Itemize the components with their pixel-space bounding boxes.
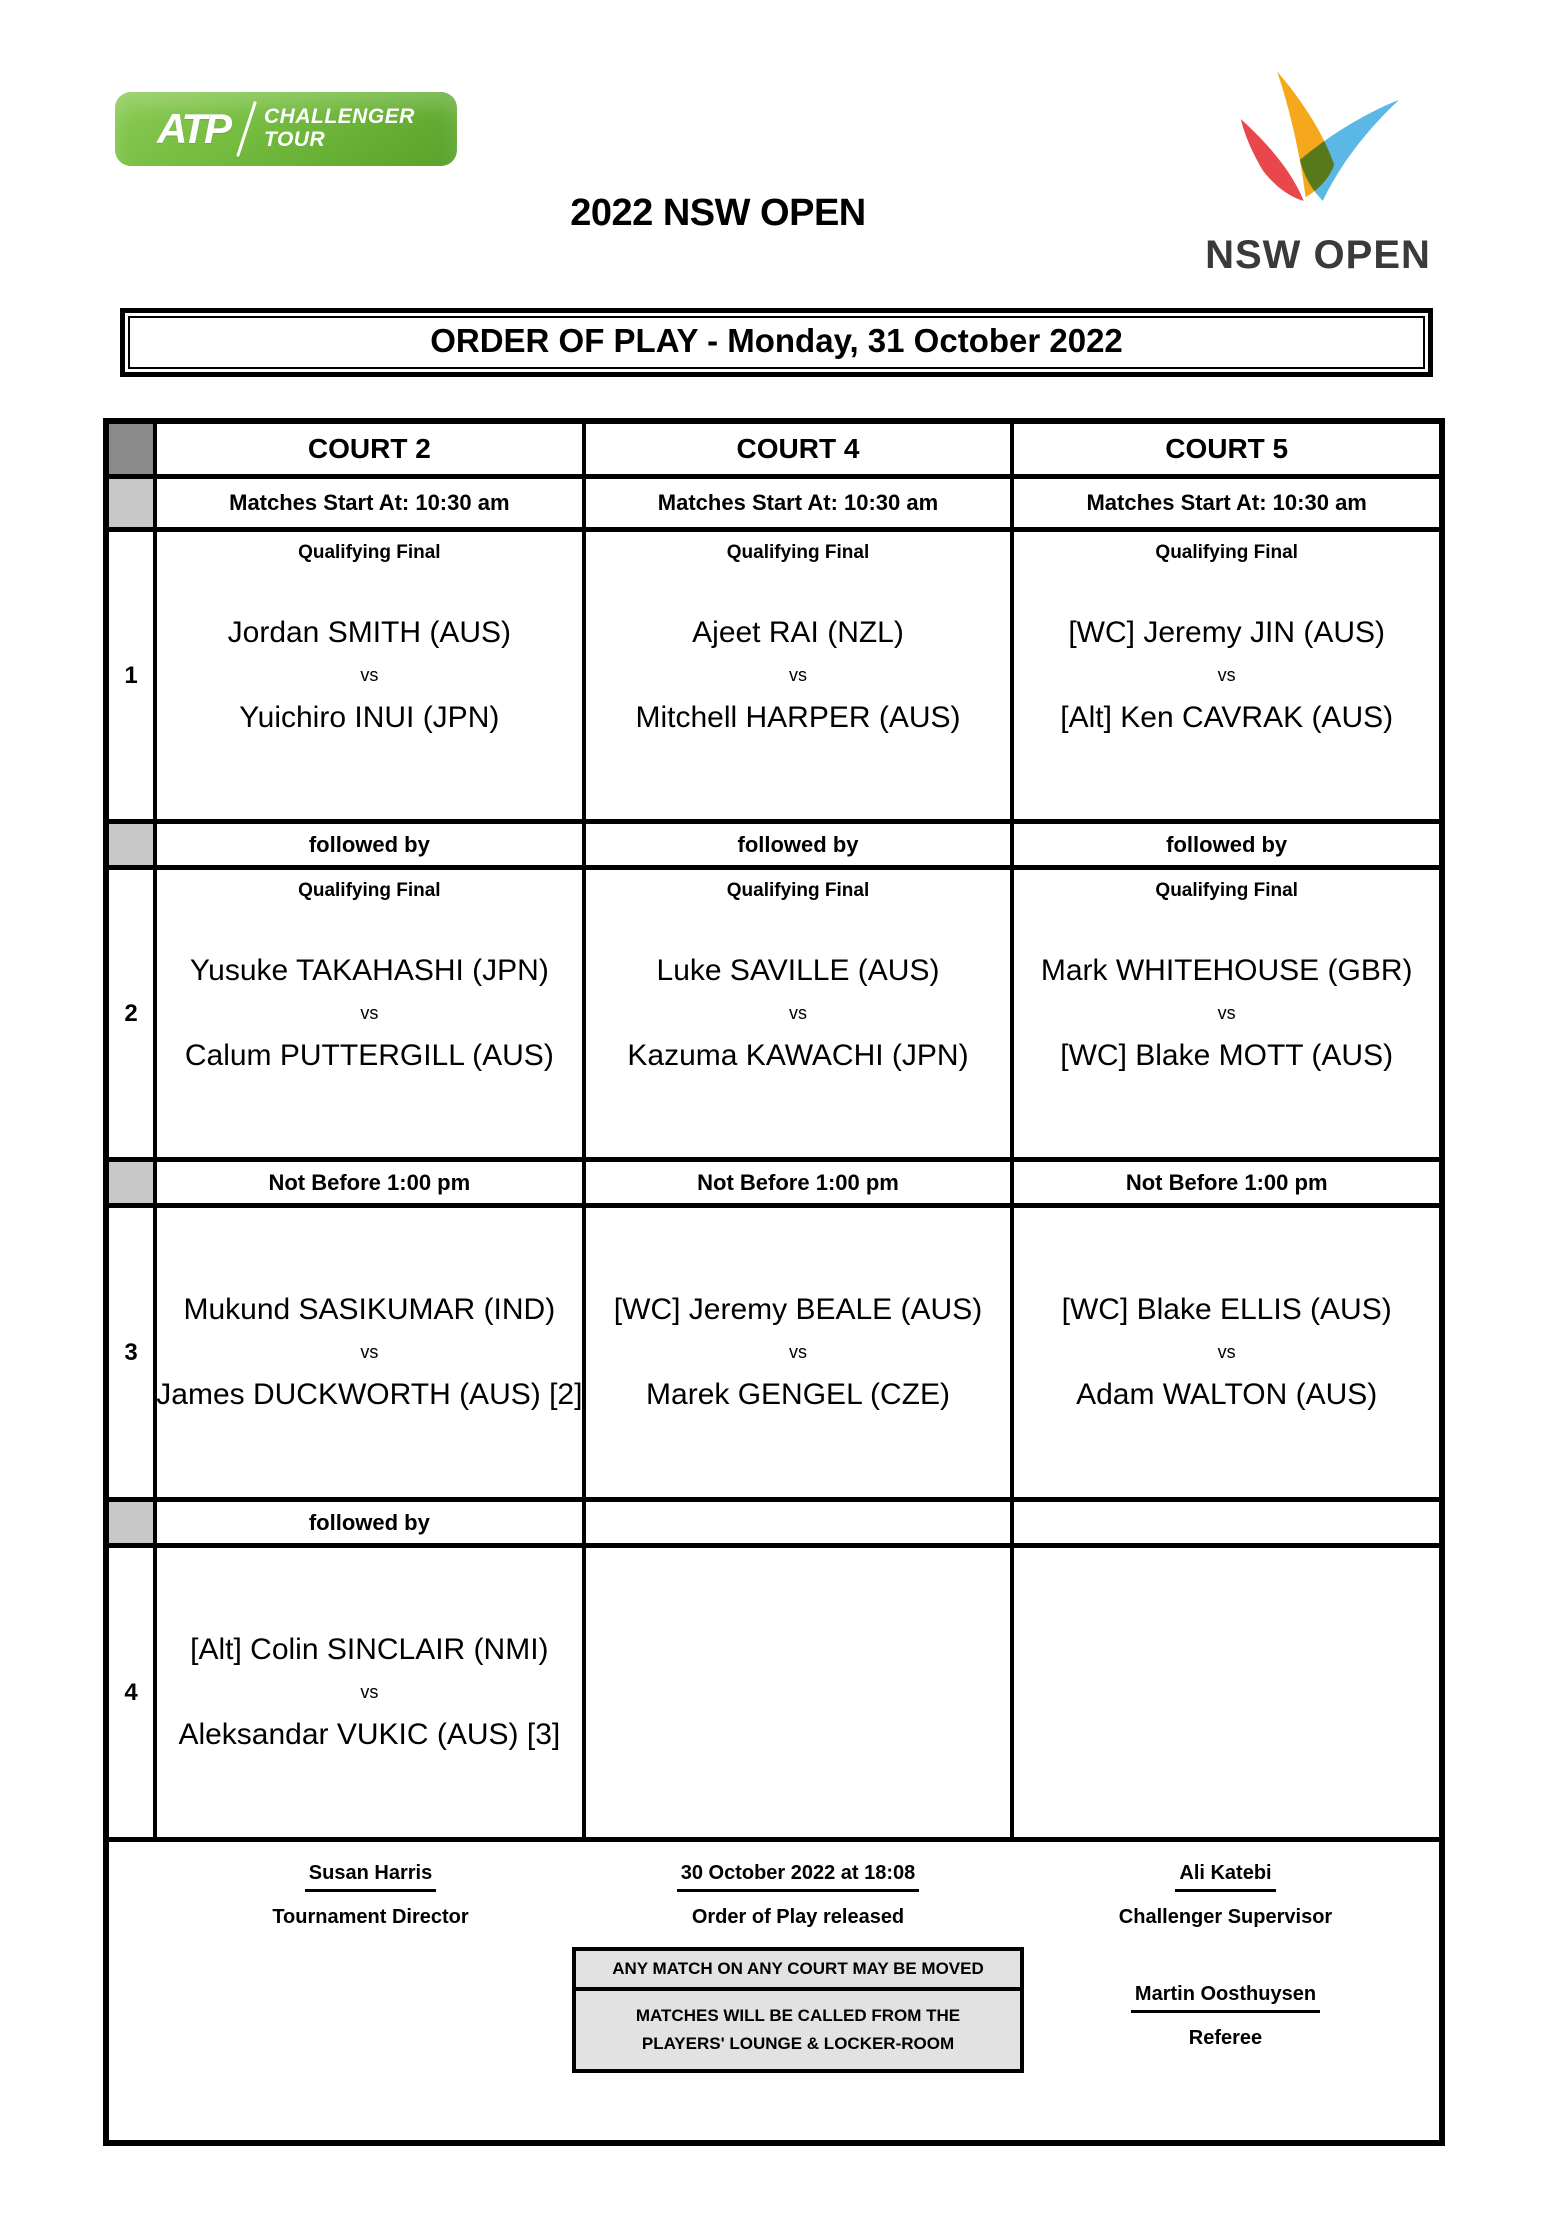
match-cell [157, 1548, 586, 1837]
player-name: [WC] Jeremy BEALE (AUS) [613, 1293, 983, 1326]
officials-footer [109, 1842, 1439, 2140]
start-time-cell: Matches Start At: 10:30 am [586, 479, 1015, 527]
match-cell [157, 870, 586, 1157]
player-name: Jordan SMITH (AUS) [227, 616, 512, 649]
vs-label: vs [360, 1682, 379, 1702]
atp-logo-text [264, 106, 415, 151]
order-of-play-banner [120, 308, 1433, 377]
player-name: Adam WALTON (AUS) [1076, 1378, 1378, 1411]
court-header-row [109, 424, 1439, 479]
player-name: Calum PUTTERGILL (AUS) [184, 1039, 554, 1072]
nsw-sails-icon [1218, 66, 1418, 231]
officials-footer-row [109, 1842, 1439, 2140]
row-label-cell [109, 479, 157, 527]
player-name: Marek GENGEL (CZE) [646, 1378, 950, 1411]
start-time-cell: Matches Start At: 10:30 am [1086, 490, 1367, 515]
vs-label: vs [360, 665, 379, 685]
start-time-row [109, 479, 1439, 532]
challenger-supervisor-role: Challenger Supervisor [1118, 1906, 1333, 1928]
challenger-supervisor-name: Ali Katebi [1175, 1862, 1275, 1892]
player-name: [Alt] Colin SINCLAIR (NMI) [190, 1633, 549, 1666]
notice-matches-called: MATCHES WILL BE CALLED FROM THE PLAYERS' LOUNGE & LOCKER-ROOM [635, 2006, 961, 2054]
referee-name: Martin Oosthuysen [1131, 1983, 1320, 2013]
match-cell [586, 870, 1015, 1157]
release-label: Order of Play released [691, 1906, 905, 1928]
match-row-1 [109, 532, 1439, 824]
player-name: Kazuma KAWACHI (JPN) [627, 1039, 969, 1072]
player-name: Yusuke TAKAHASHI (JPN) [189, 954, 549, 987]
match-cell [1014, 532, 1439, 819]
match-cell [157, 532, 586, 819]
match-cell [1014, 1208, 1439, 1497]
atp-challenger-tour-logo [115, 92, 457, 166]
atp-wordmark-icon: ATP [157, 105, 230, 152]
start-time-cell: Matches Start At: 10:30 am [157, 479, 586, 527]
match-cell-empty [586, 1548, 1015, 1837]
match-cell-empty [1014, 1548, 1439, 1837]
round-label: Qualifying Final [726, 542, 870, 563]
vs-label: vs [360, 1342, 379, 1362]
atp-logo-slash-icon [236, 101, 257, 157]
vs-label: vs [789, 1003, 807, 1023]
player-name: [WC] Blake ELLIS (AUS) [1061, 1293, 1392, 1326]
player-name: [WC] Jeremy JIN (AUS) [1068, 616, 1386, 649]
supervisor-referee-block [1012, 1862, 1439, 2140]
vs-label: vs [1217, 1342, 1236, 1362]
vs-label: vs [789, 665, 807, 685]
atp-logo-line1: CHALLENGER [264, 105, 415, 129]
tournament-director-role: Tournament Director [272, 1906, 469, 1928]
vs-label: vs [1217, 665, 1236, 685]
player-name: [WC] Blake MOTT (AUS) [1060, 1039, 1394, 1072]
separator-row-followed-by [109, 824, 1439, 870]
court-header-cell: COURT 4 [586, 424, 1015, 474]
match-cell [1014, 870, 1439, 1157]
nsw-open-wordmark: NSW OPEN [1205, 233, 1431, 277]
player-name: Yuichiro INUI (JPN) [239, 701, 500, 734]
corner-cell [109, 424, 157, 474]
player-name: Mitchell HARPER (AUS) [635, 701, 961, 734]
separator-cell [1014, 1502, 1439, 1543]
tournament-director-name: Susan Harris [305, 1862, 436, 1892]
match-cell [586, 532, 1015, 819]
player-name: Luke SAVILLE (AUS) [656, 954, 940, 987]
separator-cell: followed by [1166, 831, 1288, 857]
player-name: Mukund SASIKUMAR (IND) [183, 1293, 556, 1326]
round-label: Qualifying Final [1155, 542, 1298, 563]
round-label: Qualifying Final [726, 880, 870, 901]
page-title: 2022 NSW OPEN [570, 192, 866, 234]
separator-cell: Not Before 1:00 pm [157, 1162, 586, 1203]
notice-match-moved: ANY MATCH ON ANY COURT MAY BE MOVED [576, 1951, 1020, 1991]
player-name: Mark WHITEHOUSE (GBR) [1040, 954, 1413, 987]
separator-row-followed-by-2 [109, 1502, 1439, 1548]
vs-label: vs [789, 1342, 807, 1362]
player-name: Ajeet RAI (NZL) [692, 616, 904, 649]
match-row-2 [109, 870, 1439, 1162]
row-label-cell [109, 1502, 157, 1543]
separator-cell: followed by [157, 1502, 586, 1543]
row-number-cell: 1 [109, 532, 157, 819]
order-of-play-banner-text: ORDER OF PLAY - Monday, 31 October 2022 [128, 316, 1425, 369]
separator-cell: followed by [586, 824, 1015, 865]
row-number-cell: 3 [109, 1208, 157, 1497]
vs-label: vs [1217, 1003, 1236, 1023]
match-cell [157, 1208, 586, 1497]
player-name: James DUCKWORTH (AUS) [2] [156, 1378, 583, 1411]
separator-cell: Not Before 1:00 pm [1125, 1169, 1328, 1195]
separator-cell: Not Before 1:00 pm [586, 1162, 1015, 1203]
match-row-3 [109, 1208, 1439, 1502]
row-label-cell [109, 824, 157, 865]
release-timestamp: 30 October 2022 at 18:08 [677, 1862, 920, 1892]
round-label: Qualifying Final [298, 880, 441, 901]
match-cell [586, 1208, 1015, 1497]
referee-role: Referee [1188, 2027, 1263, 2049]
row-number-cell: 4 [109, 1548, 157, 1837]
vs-label: vs [360, 1003, 379, 1023]
separator-cell: followed by [157, 824, 586, 865]
court-header-cell: COURT 2 [157, 424, 586, 474]
player-name: [Alt] Ken CAVRAK (AUS) [1060, 701, 1394, 734]
row-label-cell [109, 1162, 157, 1203]
row-number-cell: 2 [109, 870, 157, 1157]
notices-box [572, 1947, 1024, 2073]
atp-logo-line2: TOUR [264, 128, 326, 151]
separator-cell [586, 1502, 1015, 1543]
separator-row-not-before [109, 1162, 1439, 1208]
tournament-director-block [157, 1862, 584, 2140]
round-label: Qualifying Final [1155, 880, 1298, 901]
round-label: Qualifying Final [298, 542, 441, 563]
release-info-block [584, 1862, 1012, 2140]
nsw-open-logo [1178, 66, 1458, 278]
court-header-cell: COURT 5 [1165, 433, 1289, 464]
order-of-play-table [103, 418, 1445, 2146]
match-row-4 [109, 1548, 1439, 1842]
player-name: Aleksandar VUKIC (AUS) [3] [178, 1718, 561, 1751]
